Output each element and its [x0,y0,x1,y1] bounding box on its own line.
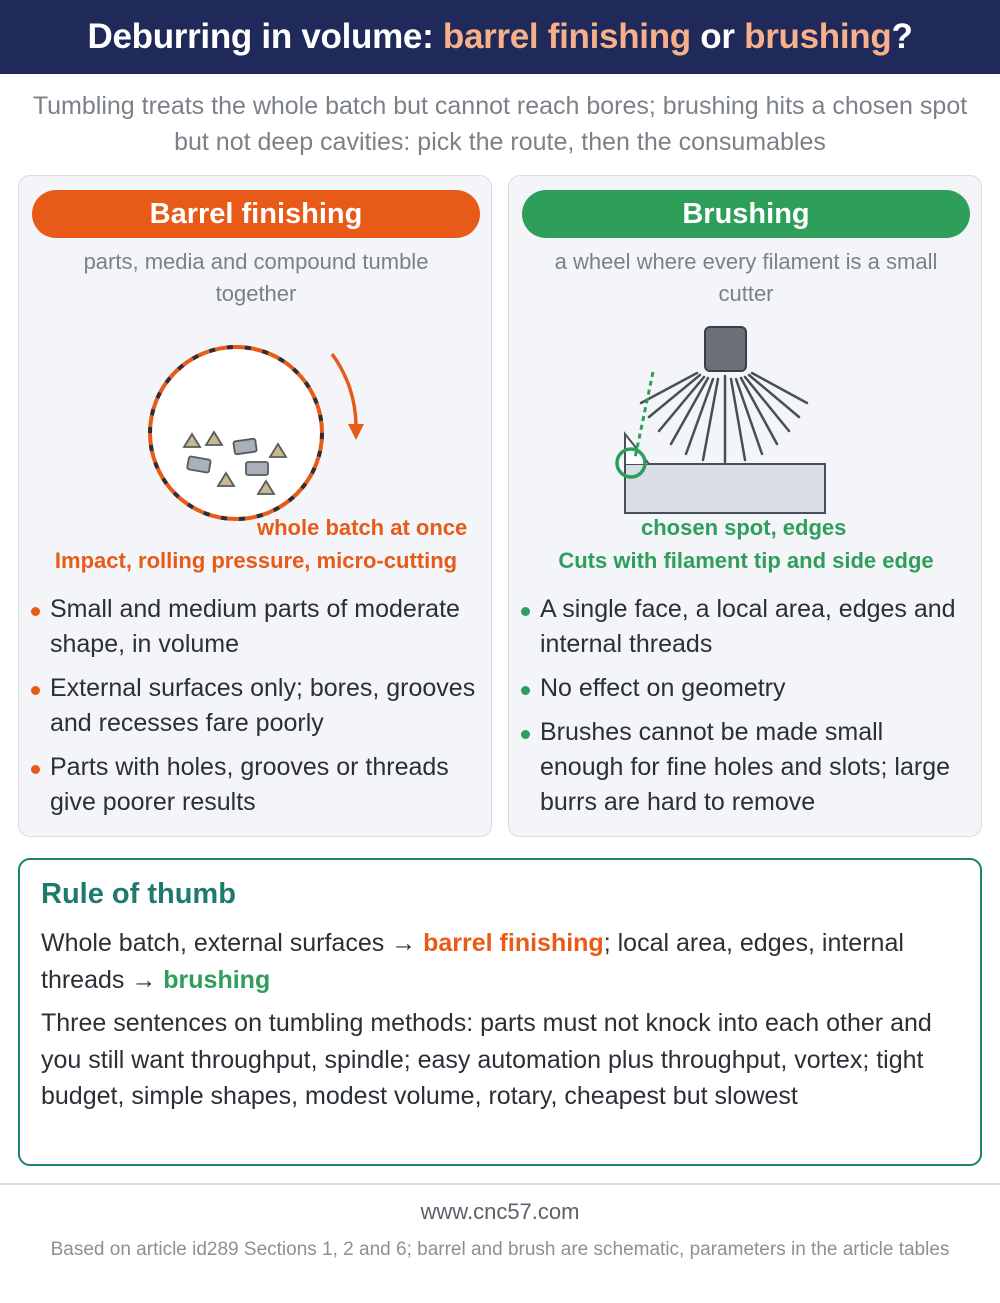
brushing-heading: Brushing [522,190,970,238]
rule-barrel-highlight: barrel finishing [423,929,604,957]
title-banner [0,0,1000,74]
list-item: Parts with holes, grooves or threads give poorer results [31,750,481,820]
bullet-dot-icon [31,607,40,616]
barrel-mechanism: Impact, rolling pressure, micro-cutting [54,548,458,573]
source-note: Based on article id289 Sections 1, 2 and 6; barrel and brush are schematic, parameters in the article tables [50,1239,950,1260]
list-item: Brushes cannot be made small enough for fine holes and slots; large burrs are hard to remove [521,715,971,820]
rule-heading: Rule of thumb [41,878,236,910]
rule-brushing-highlight: brushing [163,965,271,994]
title-highlight-brushing: brushing [744,17,892,56]
brushing-card [508,175,982,837]
bullet-dot-icon [31,686,40,695]
list-item: External surfaces only; bores, grooves and recesses fare poorly [31,671,481,741]
brush-mechanism: Cuts with filament tip and side edge [558,548,934,573]
barrel-tagline: parts, media and compound tumble together [83,249,429,306]
page-title: Deburring in volume: barrel finishing or brushing? [87,17,913,56]
site-link[interactable]: www.cnc57.com [420,1199,580,1224]
barrel-bullet-list [31,592,481,829]
bullet-dot-icon [521,686,530,695]
brush-tagline: a wheel where every filament is a small cutter [554,249,938,306]
brush-bullet-list [521,592,971,829]
list-item: Small and medium parts of moderate shape, in volume [31,592,481,662]
rule-tumbling-methods: Three sentences on tumbling methods: parts must not knock into each other and you still want throughput, spindle; easy automation plus throughput, vortex; tight budget, simple shapes, modest volume, rotary, cheapest but slowest [41,1009,932,1110]
subtitle: Tumbling treats the whole batch but cannot reach bores; brushing hits a chosen spot but not deep cavities: pick the route, then the consumables [32,92,968,156]
barrel-finishing-card [18,175,492,837]
barrel-diagram-caption: whole batch at once [257,515,468,540]
bullet-dot-icon [521,730,530,739]
list-item: No effect on geometry [521,671,971,706]
rotation-arrow-icon [332,354,364,440]
list-item: A single face, a local area, edges and internal threads [521,592,971,662]
rule-of-thumb-box [18,858,982,1166]
brush-hub-icon [705,327,746,371]
barrel-drum-icon [150,347,322,519]
brush-diagram-caption: chosen spot, edges [641,515,847,540]
barrel-finishing-heading: Barrel finishing [32,190,480,238]
footer-divider [0,1183,1000,1185]
title-highlight-barrel: barrel finishing [442,17,691,56]
bullet-dot-icon [31,765,40,774]
brush-filaments-icon [641,373,807,462]
bullet-dot-icon [521,607,530,616]
rule-summary: Whole batch, external surfaces → barrel finishing; local area, edges, internal threads → brushing [41,929,904,994]
